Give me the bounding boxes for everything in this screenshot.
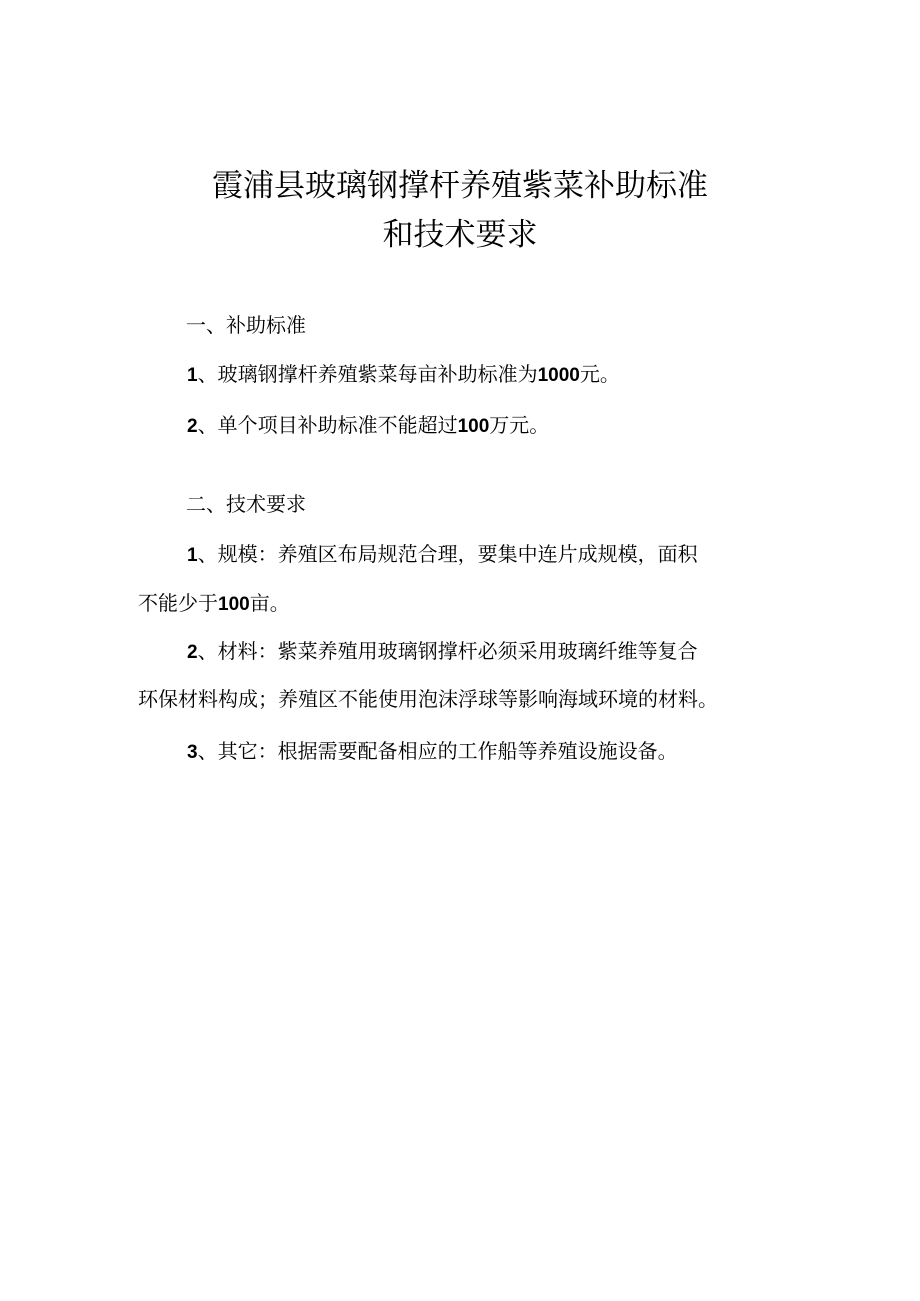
item-value: 1000 [537,365,580,386]
subsidy-item-2 [187,412,549,440]
item-text: 、单个项目补助标准不能超过 [197,413,458,437]
item-number: 1 [187,545,198,566]
item-text: 、材料：紫菜养殖用玻璃钢撑杆必须采用玻璃纤维等复合 [197,639,698,663]
subsidy-item-1 [187,361,620,389]
item-number: 2 [187,642,198,663]
document-title-line2: 和技术要求 [382,217,538,253]
item-text: 不能少于 [138,591,218,615]
requirement-item-2-line1 [187,638,698,666]
item-number: 3 [187,742,198,763]
item-number: 1 [187,365,198,386]
requirement-item-2-line2 [138,686,718,712]
requirement-item-3 [187,738,678,766]
document-title-line1: 霞浦县玻璃钢撑杆养殖紫菜补助标准 [212,168,708,204]
item-text: 、规模：养殖区布局规范合理，要集中连片成规模，面积 [197,542,698,566]
item-suffix: 万元。 [489,413,550,437]
item-suffix: 元。 [579,362,620,386]
item-number: 2 [187,416,198,437]
item-value: 100 [457,416,490,437]
item-text: 环保材料构成；养殖区不能使用泡沫浮球等影响海域环境的材料。 [138,687,718,711]
requirement-item-1-line1 [187,541,698,569]
section-heading-subsidy-standard: 一、补助标准 [186,313,306,337]
item-suffix: 亩。 [249,591,290,615]
requirement-item-1-line2 [138,590,290,618]
item-text: 、玻璃钢撑杆养殖紫菜每亩补助标准为 [197,362,538,386]
section-heading-technical-requirements: 二、技术要求 [186,492,306,516]
item-text: 、其它：根据需要配备相应的工作船等养殖设施设备。 [197,739,678,763]
item-value: 100 [218,594,250,615]
